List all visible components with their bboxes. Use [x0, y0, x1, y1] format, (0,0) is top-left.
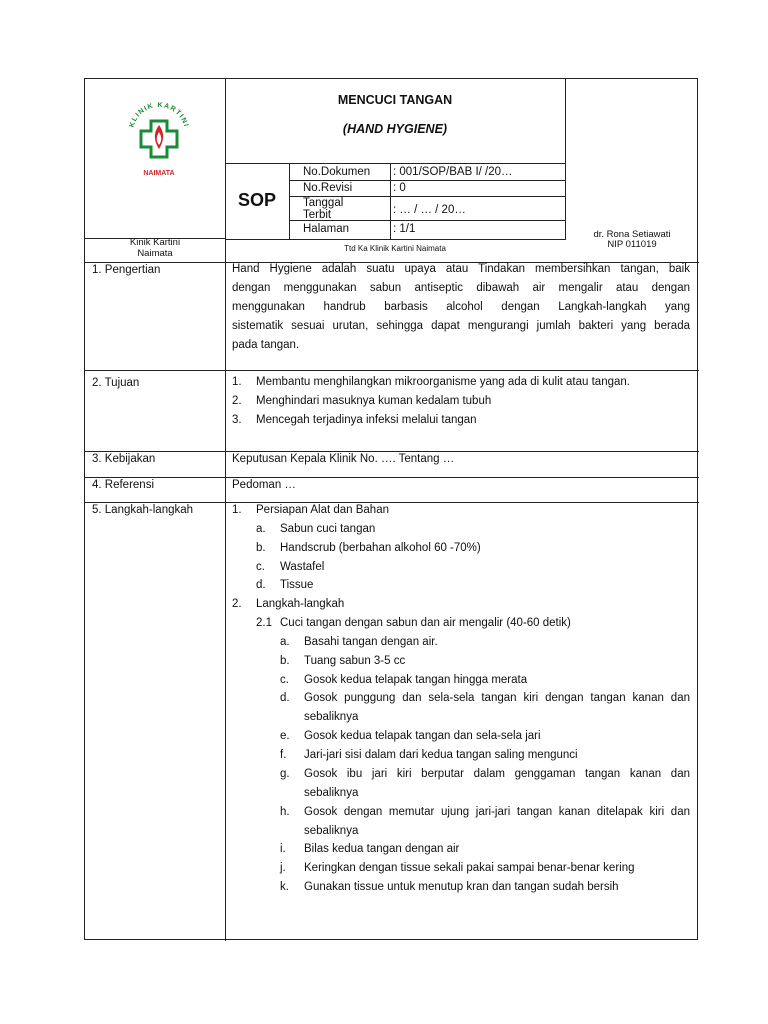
material-item: Sabun cuci tangan — [280, 523, 376, 535]
section-label-kebijakan: 3. Kebijakan — [92, 453, 156, 465]
step-letter: k. — [280, 881, 289, 893]
section-label-referensi: 4. Referensi — [92, 479, 155, 491]
step-item: Tuang sabun 3-5 cc — [304, 655, 406, 667]
step-letter: j. — [280, 862, 286, 874]
step-title: Langkah-langkah — [256, 598, 345, 610]
header-divider — [289, 163, 290, 239]
material-letter: c. — [256, 561, 265, 573]
step-letter: d. — [280, 692, 290, 704]
doc-field-value: : 1/1 — [393, 223, 416, 235]
step-title: Persiapan Alat dan Bahan — [256, 504, 389, 516]
step-item: Bilas kedua tangan dengan air — [304, 843, 460, 855]
doc-field-label: Terbit — [303, 209, 332, 221]
tujuan-item: Menghindari masuknya kuman kedalam tubuh — [256, 395, 492, 407]
doc-field-value: : … / … / 20… — [393, 204, 466, 216]
step-item: sebaliknya — [304, 787, 359, 799]
tujuan-item: Mencegah terjadinya infeksi melalui tangan — [256, 414, 477, 426]
step-item: Gosok kedua telapak tangan hingga merata — [304, 674, 528, 686]
step-letter: c. — [280, 674, 289, 686]
pengertian-line: sistematik sesuai urutan, sehingga dapat mengurangi jumlah bakteri yang berada — [232, 320, 690, 332]
material-item: Handscrub (berbahan alkohol 60 -70%) — [280, 542, 481, 554]
sop-document — [84, 78, 698, 940]
pengertian-line: pada tangan. — [232, 339, 300, 351]
step-num: 2. — [232, 598, 242, 610]
tujuan-num: 3. — [232, 414, 242, 426]
material-letter: d. — [256, 579, 266, 591]
tujuan-num: 1. — [232, 376, 242, 388]
header-divider — [289, 180, 565, 181]
step-item: Basahi tangan dengan air. — [304, 636, 438, 648]
pengertian-line: menggunakan handrub barbasis alcohol dengan Langkah-langkah yang — [232, 301, 690, 313]
document-title: MENCUCI TANGAN — [337, 93, 453, 107]
material-letter: b. — [256, 542, 266, 554]
step-item: Jari-jari sisi dalam dari kedua tangan saling mengunci — [304, 749, 578, 761]
step-item: Gosok punggung dan sela-sela tangan kiri dengan tangan kanan dan — [304, 692, 690, 704]
material-item: Wastafel — [280, 561, 325, 573]
step-item: Gosok dengan memutar ujung jari-jari tangan kanan ditelapak kiri dan — [304, 806, 690, 818]
referensi-text: Pedoman … — [232, 479, 296, 491]
step-num: 1. — [232, 504, 242, 516]
step-item: Gosok ibu jari kiri berputar dalam genggaman tangan kanan dan — [304, 768, 690, 780]
doc-field-label: No.Dokumen — [303, 166, 371, 178]
svg-text:KLINIK KARTINI — [129, 102, 190, 128]
doc-field-label: No.Revisi — [303, 182, 353, 194]
clinic-name: Kinik Kartini — [129, 237, 181, 248]
doc-field-value: : 001/SOP/BAB I/ /20… — [393, 166, 513, 178]
signature-label: Ttd Ka Klinik Kartini Naimata — [344, 244, 446, 253]
section-label-tujuan: 2. Tujuan — [92, 377, 140, 389]
clinic-name: Naimata — [137, 248, 173, 259]
step-item: sebaliknya — [304, 825, 359, 837]
header-divider — [225, 163, 565, 164]
clinic-logo — [123, 99, 195, 179]
doc-field-value: : 0 — [393, 182, 406, 194]
step-letter: i. — [280, 843, 286, 855]
section-label-langkah: 5. Langkah-langkah — [92, 504, 194, 516]
tujuan-num: 2. — [232, 395, 242, 407]
step-letter: e. — [280, 730, 290, 742]
step-letter: a. — [280, 636, 290, 648]
step-letter: b. — [280, 655, 290, 667]
step-item: Gunakan tissue untuk menutup kran dan tangan sudah bersih — [304, 881, 619, 893]
material-item: Tissue — [280, 579, 314, 591]
doc-field-label: Halaman — [303, 223, 350, 235]
row-divider — [85, 502, 699, 503]
substep-title: Cuci tangan dengan sabun dan air mengalir (40-60 detik) — [280, 617, 571, 629]
step-item: sebaliknya — [304, 711, 359, 723]
step-letter: h. — [280, 806, 290, 818]
tujuan-item: Membantu menghilangkan mikroorganisme yang ada di kulit atau tangan. — [256, 376, 630, 388]
doc-field-label: Tanggal — [303, 197, 344, 209]
row-divider — [85, 451, 699, 452]
step-letter: f. — [280, 749, 287, 761]
material-letter: a. — [256, 523, 266, 535]
logo-arc-text: KLINIK KARTINI — [128, 101, 190, 129]
document-subtitle: (HAND HYGIENE) — [342, 122, 448, 136]
sop-label: SOP — [237, 190, 276, 210]
header-divider — [225, 239, 565, 240]
step-item: Gosok kedua telapak tangan dan sela-sela jari — [304, 730, 541, 742]
pengertian-line: dengan menggunakan sabun antiseptic dibawah air mengalir atau dengan — [232, 282, 690, 294]
substep-num: 2.1 — [256, 617, 272, 629]
row-divider — [85, 370, 699, 371]
pengertian-line: Hand Hygiene adalah suatu upaya atau Tindakan membersihkan tangan, baik — [232, 263, 690, 275]
step-letter: g. — [280, 768, 290, 780]
logo-subtext: NAIMATA — [143, 170, 175, 177]
header-divider — [565, 79, 566, 240]
signer-nip: NIP 011019 — [607, 239, 657, 250]
kebijakan-text: Keputusan Kepala Klinik No. …. Tentang … — [232, 453, 455, 465]
signer-name: dr. Rona Setiawati — [593, 229, 671, 240]
step-item: Keringkan dengan tissue sekali pakai sampai benar-benar kering — [304, 862, 635, 874]
header-divider — [390, 163, 391, 239]
row-divider — [85, 477, 699, 478]
section-label-pengertian: 1. Pengertian — [92, 264, 161, 276]
